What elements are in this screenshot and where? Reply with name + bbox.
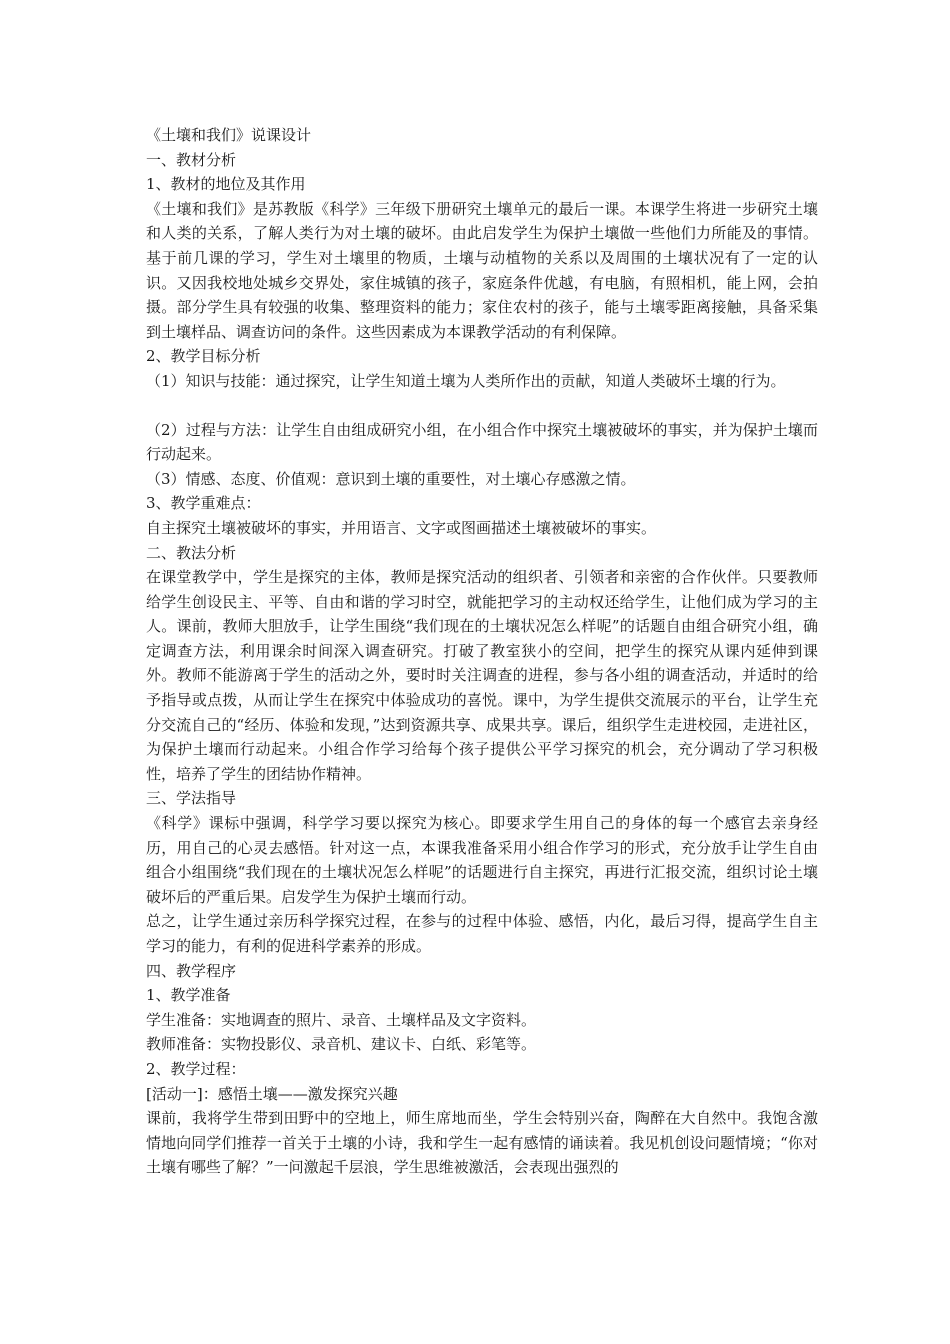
document-title: 《土壤和我们》说课设计 bbox=[146, 126, 312, 144]
paragraph: 自主探究土壤被破坏的事实，并用语言、文字或图画描述土壤被破坏的事实。 bbox=[146, 518, 657, 537]
document-page bbox=[146, 123, 818, 1180]
paragraph: 总之，让学生通过亲历科学探究过程，在参与的过程中体验、感悟，内化，最后习得，提高学生自主学习的能力，有利的促进科学素养的形成。 bbox=[146, 912, 818, 955]
paragraph: 《土壤和我们》是苏教版《科学》三年级下册研究土壤单元的最后一课。本课学生将进一步研究土壤和人类的关系，了解人类行为对土壤的破坏。由此启发学生为保护土壤做一些他们力所能及的事情。基于前几课的学习，学生对土壤里的物质，土壤与动植物的关系以及周围的土壤状况有了一定的认识。又因我校地处城乡交界处，家住城镇的孩子，家庭条件优越，有电脑，有照相机，能上网，会拍摄。部分学生具有较强的收集、整理资料的能力；家住农村的孩子，能与土壤零距离接触，具备采集到土壤样品、调查访问的条件。这些因素成为本课教学活动的有利保障。 bbox=[146, 199, 818, 341]
section-heading: 三、学法指导 bbox=[146, 789, 237, 808]
activity-heading: [活动一]：感悟土壤——激发探究兴趣 bbox=[146, 1084, 398, 1103]
paragraph: （1）知识与技能：通过探究，让学生知道土壤为人类所作出的贡献，知道人类破坏土壤的行为。 bbox=[146, 371, 786, 390]
paragraph: （2）过程与方法：让学生自由组成研究小组，在小组合作中探究土壤被破坏的事实，并为保护土壤而行动起来。 bbox=[146, 420, 818, 464]
subsection-heading: 3、教学重难点： bbox=[146, 494, 261, 513]
paragraph: 在课堂教学中，学生是探究的主体，教师是探究活动的组织者、引领者和亲密的合作伙伴。只要教师给学生创设民主、平等、自由和谐的学习时空，就能把学习的主动权还给学生，让他们成为学习的主人。课前，教师大胆放手，让学生围绕“我们现在的土壤状况怎么样呢”的话题自由组合研究小组，确定调查方法，利用课余时间深入调查研究。打破了教室狭小的空间，把学生的探究从课内延伸到课外。教师不能游离于学生的活动之外，要时时关注调查的进程，参与各小组的调查活动，并适时的给予指导或点拨，从而让学生在探究中体验成功的喜悦。课中，为学生提供交流展示的平台，让学生充分交流自己的“经历、体验和发现，”达到资源共享、成果共享。课后，组织学生走进校园，走进社区，为保护土壤而行动起来。小组合作学习给每个孩子提供公平学习探究的机会，充分调动了学习积极性，培养了学生的团结协作精神。 bbox=[146, 568, 818, 783]
paragraph: 课前，我将学生带到田野中的空地上，师生席地而坐，学生会特别兴奋，陶醉在大自然中。我饱含激情地向同学们推荐一首关于土壤的小诗，我和学生一起有感情的诵读着。我见机创设问题情境；“你对土壤有哪些了解？”一问激起千层浪，学生思维被激活，会表现出强烈的 bbox=[146, 1109, 818, 1177]
blank-line bbox=[146, 394, 818, 418]
section-heading: 一、教材分析 bbox=[146, 150, 237, 169]
subsection-heading: 2、教学过程： bbox=[146, 1059, 246, 1078]
paragraph: （3）情感、态度、价值观：意识到土壤的重要性，对土壤心存感激之情。 bbox=[146, 469, 636, 488]
section-heading: 四、教学程序 bbox=[146, 961, 237, 980]
subsection-heading: 1、教材的地位及其作用 bbox=[146, 175, 306, 194]
paragraph: 学生准备：实地调查的照片、录音、土壤样品及文字资料。 bbox=[146, 1010, 537, 1029]
paragraph: 教师准备：实物投影仪、录音机、建议卡、白纸、彩笔等。 bbox=[146, 1035, 537, 1054]
subsection-heading: 2、教学目标分析 bbox=[146, 347, 261, 366]
paragraph: 《科学》课标中强调，科学学习要以探究为核心。即要求学生用自己的身体的每一个感官去亲身经历，用自己的心灵去感悟。针对这一点，本课我准备采用小组合作学习的形式，充分放手让学生自由组合小组围绕“我们现在的土壤状况怎么样呢”的话题进行自主探究，再进行汇报交流，组织讨论土壤破坏后的严重后果。启发学生为保护土壤而行动。 bbox=[146, 814, 818, 906]
section-heading: 二、教法分析 bbox=[146, 543, 237, 562]
subsection-heading: 1、教学准备 bbox=[146, 986, 231, 1005]
